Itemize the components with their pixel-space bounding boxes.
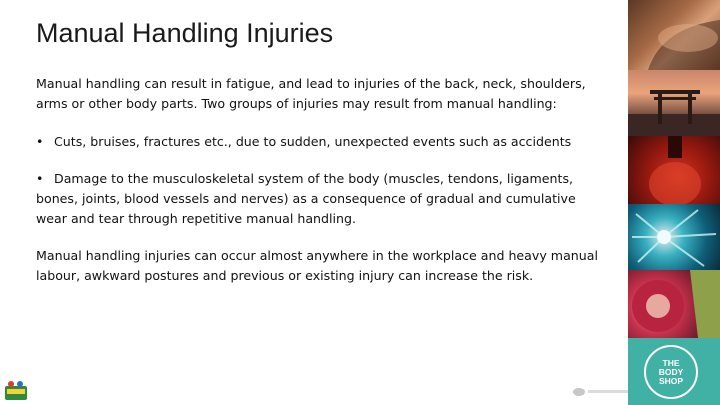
bullet-item-1 [36,132,608,152]
fig-icon [628,270,720,338]
image-strip [628,0,720,405]
intro-paragraph: Manual handling can result in fatigue, and lead to injuries of the back, neck, shoulders, arms or other body parts. Two groups of injuries may result from manual handling: [36,76,586,111]
red-bottle-photo [628,136,720,204]
slide-body [36,74,608,304]
slide-title: Manual Handling Injuries [36,18,334,48]
bullet-text: Damage to the musculoskeletal system of the body (muscles, tendons, ligaments, bones, joints, blood vessels and nerves) as a consequence of gradual and cumulative wear and tear through repetitive manual handling. [36,171,576,226]
bullet-item-2 [36,169,608,229]
bottom-right-watermark-icon [572,386,630,398]
body-shop-logo-tile [628,338,720,405]
logo-line: SHOP [658,375,684,386]
bottom-left-logo-icon [4,380,28,402]
skin-shape-icon [628,0,720,70]
sea-anemone-photo [628,204,720,270]
body-shop-logo [644,345,698,399]
logo-line: THE [662,357,680,368]
bullet-mark: • [36,171,44,186]
torii-gate-icon [628,70,720,136]
bottle-icon [628,136,720,204]
fig-photo [628,270,720,338]
bullet-text: Cuts, bruises, fractures etc., due to sudden, unexpected events such as accidents [54,134,572,149]
logo-line: BODY [658,366,684,377]
skin-photo [628,0,720,70]
torii-sunset-photo [628,70,720,136]
anemone-icon [628,204,720,270]
closing-paragraph: Manual handling injuries can occur almost anywhere in the workplace and heavy manual labour, awkward postures and previous or existing injury can increase the risk. [36,248,598,283]
bullet-mark: • [36,134,44,149]
